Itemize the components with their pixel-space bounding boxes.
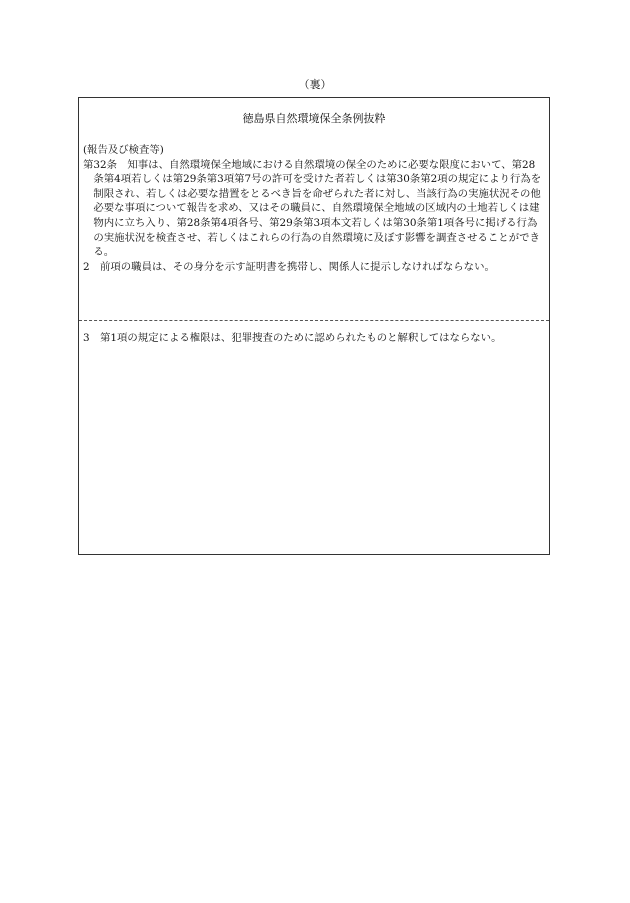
paragraph-3-number: 3	[83, 332, 90, 344]
page-side-label: （裏）	[298, 78, 332, 91]
article-caption: (報告及び検査等)	[83, 144, 164, 156]
extract-title: 徳島県自然環境保全条例抜粋	[242, 112, 386, 125]
paragraph-3-text: 第1項の規定による権限は、犯罪捜査のために認められたものと解釈してはならない。	[89, 332, 502, 344]
paragraph-3	[83, 331, 545, 346]
fold-divider	[79, 320, 549, 321]
paragraph-2-text: 前項の職員は、その身分を示す証明書を携帯し、関係人に提示しなければならない。	[89, 260, 495, 273]
article-number: 第32条	[83, 158, 118, 171]
paragraph-2-number: 2	[83, 260, 90, 273]
article-32	[83, 158, 545, 260]
ordinance-extract-frame	[78, 97, 550, 555]
paragraph-2	[83, 260, 545, 275]
article-text: 知事は、自然環境保全地域における自然環境の保全のために必要な限度において、第28条第4項若しくは第29条第3項第7号の許可を受けた者若しくは第30条第2項の規定により行為を制限され、若しくは必要な措置をとるべき旨を命ぜられた者に対し、当該行為の実施状況その他必要な事項について報告を求め、又はその職員に、自然環境保全地域の区域内の土地若しくは建物内に立ち入り、第28条第4項各号、第29条第3項本文若しくは第30条第1項各号に掲げる行為の実施状況を検査させ、若しくはこれらの行為の自然環境に及ぼす影響を調査させることができる。	[93, 158, 542, 259]
upper-section	[83, 143, 545, 274]
lower-section	[83, 331, 545, 346]
